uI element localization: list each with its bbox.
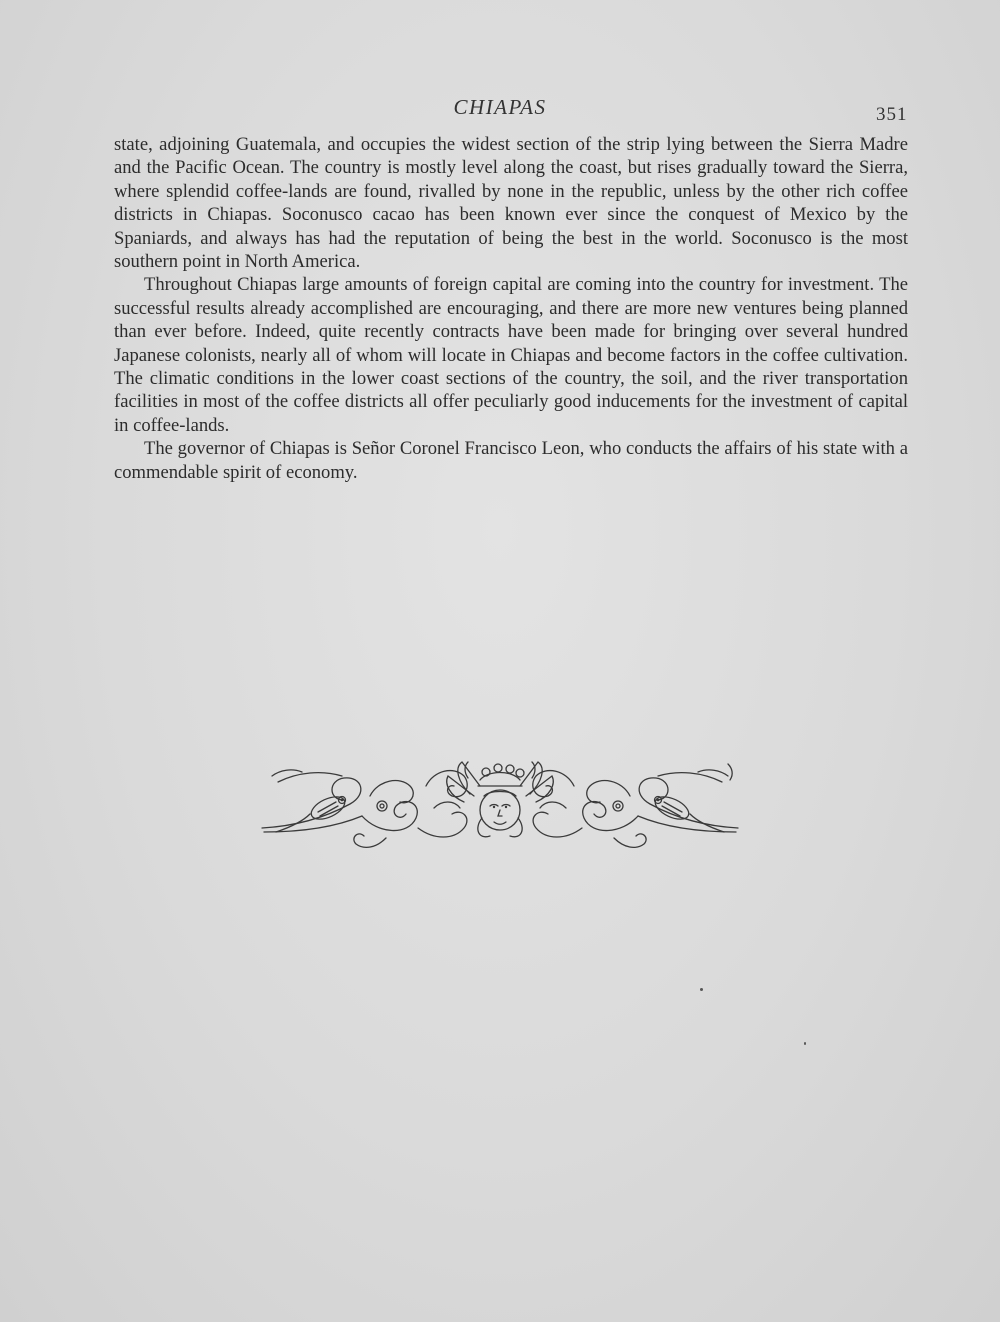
paragraph-3: The governor of Chiapas is Señor Coronel Francisco Leon, who conducts the affairs of his state with a commendable spirit of economy. xyxy=(114,438,908,483)
body-text xyxy=(114,133,908,484)
paragraph-2: Throughout Chiapas large amounts of foreign capital are coming into the country for investment. The successful results already accomplished are encouraging, and there are more new ventures being planned than ever before. Indeed, quite recently contracts have been made for bringing over several hundred Japanese colonists, nearly all of whom will locate in Chiapas and become factors in the coffee cultivation. The climatic conditions in the lower coast sections of the country, the soil, and the river transportation facilities in most of the coffee districts all offer peculiarly good inducements for the investment of capital in coffee-lands. xyxy=(114,274,908,436)
page-number: 351 xyxy=(876,104,908,125)
paper-speck xyxy=(804,1042,806,1045)
running-title: CHIAPAS xyxy=(453,95,547,119)
ornament-tailpiece-icon xyxy=(258,756,742,860)
paragraph-1: state, adjoining Guatemala, and occupies the widest section of the strip lying between the Sierra Madre and the Pacific Ocean. The country is mostly level along the coast, but rises gradually toward the Sierra, where splendid coffee-lands are found, rivalled by none in the republic, unless by the other rich coffee districts in Chiapas. Soconusco cacao has been known ever since the conquest of Mexico by the Spaniards, and always has had the reputation of being the best in the world. Soconusco is the most southern point in North America. xyxy=(114,134,908,273)
paper-speck xyxy=(700,988,703,991)
